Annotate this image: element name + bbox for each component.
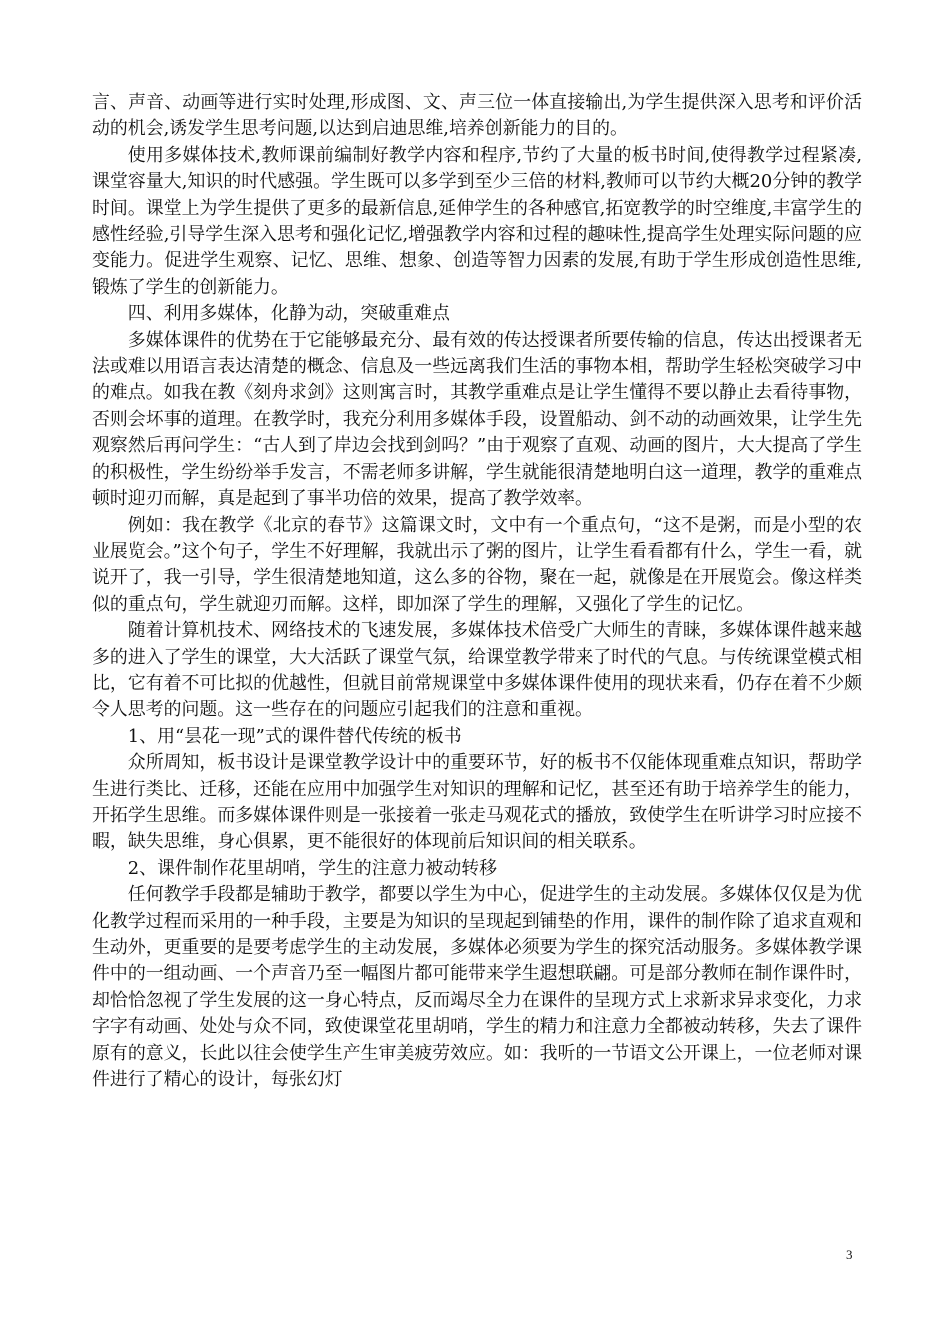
- paragraph-example-beijing-spring: 例如：我在教学《北京的春节》这篇课文时，文中有一个重点句，“这不是粥，而是小型的农业展览会。”这个句子，学生不好理解，我就出示了粥的图片，让学生看看都有什么，学生一看，就说开了，我一引导，学生很清楚地知道，这么多的谷物，聚在一起，就像是在开展览会。像这样类似的重点句，学生就迎刃而解。这样，即加深了学生的理解，又强化了学生的记忆。: [92, 514, 862, 615]
- paragraph-technology-development: 随着计算机技术、网络技术的飞速发展，多媒体技术倍受广大师生的青睐，多媒体课件越来越多的进入了学生的课堂，大大活跃了课堂气氛，给课堂教学带来了时代的气息。与传统课堂模式相比，它有着不可比拟的优越性，但就目前常规课堂中多媒体课件使用的现状来看，仍存在着不少颇令人思考的问题。这一些存在的问题应引起我们的注意和重视。: [92, 620, 862, 721]
- paragraph-blackboard-design: 众所周知，板书设计是课堂教学设计中的重要环节，好的板书不仅能体现重难点知识，帮助学生进行类比、迁移，还能在应用中加强学生对知识的理解和记忆，甚至还有助于培养学生的能力，开拓学生思维。而多媒体课件则是一张接着一张走马观花式的播放，致使学生在听讲学习时应接不暇，缺失思维，身心俱累，更不能很好的体现前后知识间的相关联系。: [92, 752, 862, 853]
- section-heading-four: 四、利用多媒体，化静为动，突破重难点: [127, 303, 450, 325]
- subheading-one: 1、用“昙花一现”式的课件替代传统的板书: [127, 725, 462, 747]
- paragraph-continuation: 言、声音、动画等进行实时处理,形成图、文、声三位一体直接输出,为学生提供深入思考和评价活动的机会,诱发学生思考问题,以达到启迪思维,培养创新能力的目的。: [92, 92, 862, 140]
- paragraph-courseware-advantages: 多媒体课件的优势在于它能够最充分、最有效的传达授课者所要传输的信息，传达出授课者无法或难以用语言表达清楚的概念、信息及一些远离我们生活的事物本相，帮助学生轻松突破学习中的难点。如我在教《刻舟求剑》这则寓言时，其教学重难点是让学生懂得不要以静止去看待事物，否则会坏事的道理。在教学时，我充分利用多媒体手段，设置船动、剑不动的动画效果，让学生先观察然后再问学生：“古人到了岸边会找到剑吗？”由于观察了直观、动画的图片，大大提高了学生的积极性，学生纷纷举手发言，不需老师多讲解，学生就能很清楚地明白这一道理，教学的重难点顿时迎刃而解，真是起到了事半功倍的效果，提高了教学效率。: [92, 329, 862, 510]
- page-number: 3: [846, 1247, 853, 1262]
- paragraph-attention-shift: 任何教学手段都是辅助于教学，都要以学生为中心，促进学生的主动发展。多媒体仅仅是为优化教学过程而采用的一种手段，主要是为知识的呈现起到铺垫的作用，课件的制作除了追求直观和生动外，更重要的是要考虑学生的主动发展，多媒体必须要为学生的探究活动服务。多媒体教学课件中的一组动画、一个声音乃至一幅图片都可能带来学生遐想联翩。可是部分教师在制作课件时，却恰恰忽视了学生发展的这一身心特点，反而竭尽全力在课件的呈现方式上求新求异求变化，力求字字有动画、处处与众不同，致使课堂花里胡哨，学生的精力和注意力全都被动转移，失去了课件原有的意义，长此以往会使学生产生审美疲劳效应。如：我听的一节语文公开课上，一位老师对课件进行了精心的设计，每张幻灯: [92, 884, 862, 1091]
- paragraph-multimedia-benefits: 使用多媒体技术,教师课前编制好教学内容和程序,节约了大量的板书时间,使得教学过程紧凑,课堂容量大,知识的时代感强。学生既可以多学到至少三倍的材料,教师可以节约大概20分钟的教学时间。课堂上为学生提供了更多的最新信息,延伸学生的各种感官,拓宽教学的时空维度,丰富学生的感性经验,引导学生深入思考和强化记忆,增强教学内容和过程的趣味性,提高学生处理实际问题的应变能力。促进学生观察、记忆、思维、想象、创造等智力因素的发展,有助于学生形成创造性思维,锻炼了学生的创新能力。: [92, 144, 862, 298]
- body-text: [92, 90, 862, 1093]
- subheading-two: 2、课件制作花里胡哨，学生的注意力被动转移: [127, 857, 497, 879]
